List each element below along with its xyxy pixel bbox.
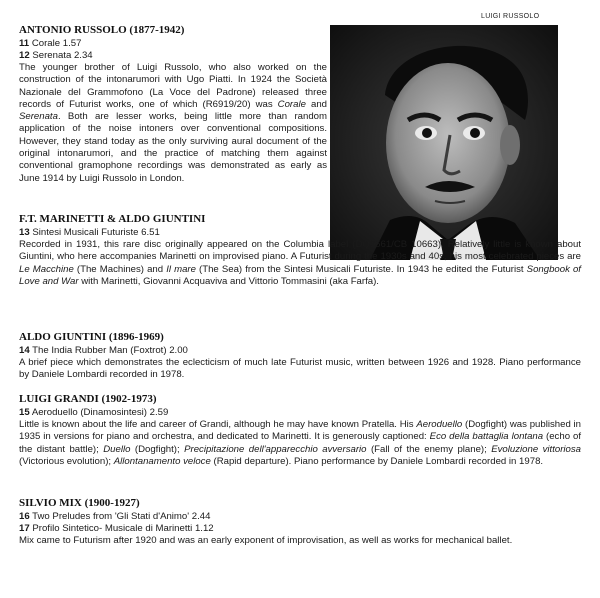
track-line <box>19 227 581 239</box>
track-title: Aeroduello (Dinamosintesi) 2.59 <box>31 407 169 418</box>
track-title: Profilo Sintetico- Musicale di Marinetti 1.12 <box>32 523 214 534</box>
body-text: (The Sea) from the Sintesi Musicali Futuriste. In 1943 he edited the Futurist <box>195 263 527 275</box>
section-heading: ALDO GIUNTINI (1896-1969) <box>19 331 164 343</box>
body-text: (Fall of the enemy plane); <box>366 443 492 455</box>
body-text: (The Machines) and <box>73 263 167 275</box>
section-body <box>19 419 581 468</box>
track-title: Two Preludes from 'Gli Stati d'Animo' 2.44 <box>32 511 211 522</box>
work-title: Le Macchine <box>19 263 74 275</box>
track-line <box>19 38 327 50</box>
body-text: (Rapid departure). Piano performance by Daniele Lombardi recorded in 1978. <box>210 455 544 467</box>
track-title: Corale 1.57 <box>31 38 82 49</box>
work-title: Aeroduello <box>416 419 463 430</box>
work-title: Corale <box>277 98 306 110</box>
section-body <box>19 62 327 185</box>
body-text: Mix came to Futurism after 1920 and was an early exponent of improvisation, as well as works for mechanical ballet. <box>19 535 513 546</box>
track-title: Serenata 2.34 <box>32 50 93 61</box>
track-number: 12 <box>19 50 30 61</box>
section-body <box>19 239 581 288</box>
body-text: (echo of the distant battle); <box>19 431 581 455</box>
section-body <box>19 535 581 547</box>
section-heading: LUIGI GRANDI (1902-1973) <box>19 393 157 405</box>
body-text: The younger brother of Luigi Russolo, who also worked on the construction of the intonarumori with Ugo Piatti. In 1924 the Società Nazionale del Grammofono (La Voce del Padrone) released three records of Futurist works, one of which (R6919/20) was <box>19 62 327 110</box>
body-text: A brief piece which demonstrates the eclecticism of much late Futurist music, written between 1926 and 1928. Piano performance by Daniele Lombardi recorded in 1978. <box>19 357 581 381</box>
body-text: . Both are lesser works, being little more than random application of the noise intoners over conventional compositions. However, they stand today as the only surviving aural document of the original intonarumori, and the practice of matching them against conventional gramophone recordings was demonstrated as early as June 1914 by Luigi Russolo in London. <box>19 111 327 184</box>
photo-caption: LUIGI RUSSOLO <box>481 13 540 20</box>
section-antonio-russolo <box>19 24 327 185</box>
work-title: Serenata <box>19 111 58 123</box>
track-line <box>19 523 581 535</box>
body-text: and <box>305 98 327 110</box>
section-heading: F.T. MARINETTI & ALDO GIUNTINI <box>19 213 206 225</box>
track-line <box>19 407 581 419</box>
track-line <box>19 345 581 357</box>
section-marinetti-giuntini <box>19 213 581 288</box>
track-number: 11 <box>19 38 30 49</box>
work-title: Allontanamento veloce <box>113 455 211 467</box>
section-aldo-giuntini <box>19 331 581 382</box>
body-text: with Marinetti, Giovanni Acquaviva and Vittorio Tommasini (aka Farfa). <box>78 275 379 287</box>
section-heading: SILVIO MIX (1900-1927) <box>19 497 140 509</box>
work-title: Evoluzione vittoriosa <box>491 443 581 455</box>
body-text: (Dogfight) was published in 1935 in versions for piano and orchestra, and dedicated to Marinetti. It is generously captioned: <box>19 419 582 443</box>
track-line <box>19 50 327 62</box>
body-text: Little is known about the life and career of Grandi, although he may have known Pratella. His <box>19 419 417 430</box>
work-title: Il mare <box>166 263 196 275</box>
track-number: 16 <box>19 511 30 522</box>
work-title: Duello <box>103 443 131 455</box>
work-title: Precipitazione dell'apparecchio avversario <box>184 443 367 455</box>
track-number: 14 <box>19 345 30 356</box>
section-body <box>19 357 581 382</box>
body-text: (Dogfight); <box>130 443 185 455</box>
track-line <box>19 511 581 523</box>
body-text: Recorded in 1931, this rare disc originally appeared on the Columbia label (DQ3661/CB 10663). Relatively little is known about Giuntini, who here accompanies Marinetti on improvised piano. A Futurist during the 1930s and 40s, his most celebrated pieces are <box>19 239 581 263</box>
section-silvio-mix <box>19 497 581 547</box>
section-luigi-grandi <box>19 393 581 468</box>
track-number: 17 <box>19 523 30 534</box>
work-title: Songbook of Love and War <box>19 263 581 287</box>
body-text: (Victorious evolution); <box>19 455 114 467</box>
track-title: Sintesi Musicali Futuriste 6.51 <box>32 227 160 238</box>
track-title: The India Rubber Man (Foxtrot) 2.00 <box>32 345 188 356</box>
track-number: 15 <box>19 407 30 418</box>
track-number: 13 <box>19 227 30 238</box>
section-heading: ANTONIO RUSSOLO (1877-1942) <box>19 24 185 36</box>
work-title: Eco della battaglia lontana <box>429 431 544 443</box>
